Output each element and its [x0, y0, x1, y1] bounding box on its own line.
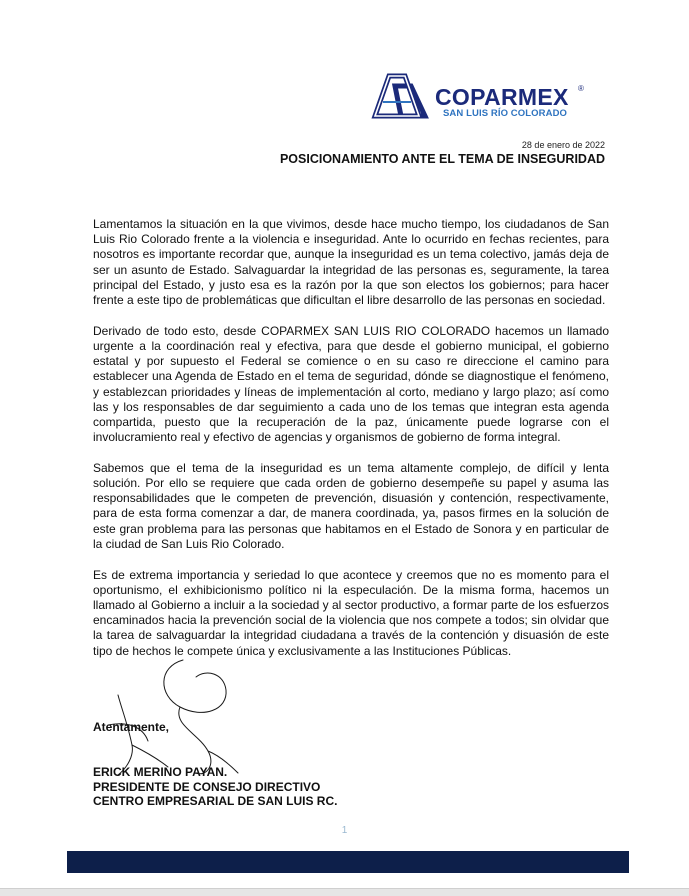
paragraph: Derivado de todo esto, desde COPARMEX SAN LUIS RIO COLORADO hacemos un llamado urgente a la coordinación real y efectiva, para que desde el gobierno municipal, el gobierno estatal y por supuesto el Federal se comience o en su caso re direccione el camino para establecer una Agenda de Estado en el tema de seguridad, dónde se diagnostique el fenómeno, y establezcan prioridades y líneas de implementación al corto, mediano y largo plazo; así como las y los responsables de dar seguimiento a cada uno de los temas que integran esta agenda compartida, puesto que la recuperación de la paz, únicamente puede lograrse con el involucramiento real y efectivo de agencias y organismos de gobierno de forma integral. [93, 323, 609, 445]
brand-subtitle: SAN LUIS RÍO COLORADO [443, 108, 568, 119]
footer-bar [67, 851, 629, 873]
document-date: 28 de enero de 2022 [521, 140, 605, 150]
signer-block [93, 765, 337, 809]
page-number: 1 [341, 825, 348, 836]
document-body [93, 217, 609, 674]
registered-mark: ® [578, 84, 584, 93]
closing-salutation: Atentamente, [93, 720, 170, 734]
coparmex-logo-icon [371, 72, 431, 120]
coparmex-logo [371, 72, 611, 128]
document-title: POSICIONAMIENTO ANTE EL TEMA DE INSEGURIDAD [279, 152, 605, 166]
signer-organization: CENTRO EMPRESARIAL DE SAN LUIS RC. [93, 794, 338, 808]
paragraph: Sabemos que el tema de la inseguridad es un tema altamente complejo, de difícil y lenta solución. Por ello se requiere que cada orden de gobierno desempeñe su papel y asuma las responsabilidades que le competen de prevención, disuasión y contención, respectivamente, para de esta forma comenzar a dar, de manera coordinada, ya, pasos firmes en la solución de este gran problema para las personas que habitamos en el Estado de Sonora y en particular de la ciudad de San Luis Rio Colorado. [93, 460, 609, 551]
paragraph: Es de extrema importancia y seriedad lo que acontece y creemos que no es momento para el oportunismo, el exhibicionismo político ni la especulación. De la misma forma, hacemos un llamado al Gobierno a incluir a la sociedad y al sector productivo, a formar parte de los esfuerzos encaminados hacia la prevención social de la violencia que nos compete a todos; sin olvidar que la tarea de salvaguardar la integridad ciudadana a través de la contención y disuasión de este tipo de hechos le compete única y exclusivamente a las Instituciones Públicas. [93, 567, 609, 658]
signer-name: ERICK MERINO PAYAN. [93, 765, 228, 779]
signer-role: PRESIDENTE DE CONSEJO DIRECTIVO [93, 779, 321, 794]
paragraph: Lamentamos la situación en la que vivimos, desde hace mucho tiempo, los ciudadanos de San Luis Rio Colorado frente a la violencia e inseguridad. Ante lo ocurrido en fechas recientes, para nosotros es importante recordar que, aunque la inseguridad es un tema colectivo, jamás deja de ser un asunto de Estado. Salvaguardar la integridad de las personas es, seguramente, la tarea principal del Estado, y justo esa es la razón por la que son electos los gobiernos; para hacer frente a este tipo de problemáticas que dificultan el libre desarrollo de las personas en sociedad. [93, 217, 609, 308]
brand-name: COPARMEX [435, 84, 569, 110]
